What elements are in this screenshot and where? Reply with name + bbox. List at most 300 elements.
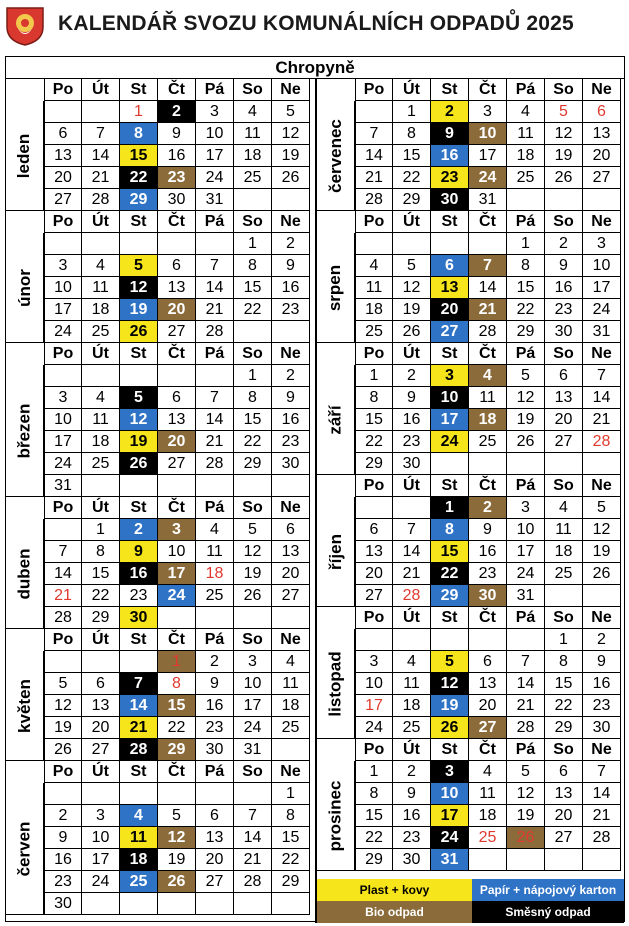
day-cell: 8 — [158, 673, 196, 695]
month-name-label: prosinec — [325, 780, 345, 851]
day-cell: 28 — [120, 739, 158, 761]
day-cell: 22 — [355, 431, 393, 453]
day-cell: 26 — [507, 431, 545, 453]
day-cell: 26 — [583, 563, 621, 585]
day-cell: 21 — [120, 717, 158, 739]
day-cell: 21 — [583, 409, 621, 431]
day-cell: 18 — [82, 431, 120, 453]
day-cell: 8 — [120, 123, 158, 145]
day-cell: 10 — [196, 123, 234, 145]
day-cell: 31 — [469, 189, 507, 211]
empty-day-cell — [469, 453, 507, 475]
day-cell: 3 — [469, 101, 507, 123]
empty-day-cell — [355, 101, 393, 123]
day-cell: 19 — [545, 145, 583, 167]
day-cell: 13 — [272, 541, 310, 563]
day-cell: 25 — [545, 563, 583, 585]
empty-day-cell — [507, 629, 545, 651]
day-cell: 2 — [431, 101, 469, 123]
day-cell: 5 — [393, 255, 431, 277]
day-cell: 5 — [507, 761, 545, 783]
empty-day-cell — [82, 233, 120, 255]
weekday-header: Ne — [272, 343, 310, 365]
empty-day-cell — [234, 893, 272, 915]
day-cell: 5 — [583, 497, 621, 519]
day-cell: 25 — [82, 321, 120, 343]
empty-day-cell — [82, 101, 120, 123]
day-cell: 2 — [120, 519, 158, 541]
month-name-label: srpen — [325, 264, 345, 311]
day-cell: 3 — [44, 255, 82, 277]
day-cell: 28 — [82, 189, 120, 211]
day-cell: 5 — [272, 101, 310, 123]
day-cell: 16 — [272, 277, 310, 299]
day-cell: 23 — [44, 871, 82, 893]
day-cell: 28 — [44, 607, 82, 629]
weekday-header: So — [545, 343, 583, 365]
day-cell: 5 — [234, 519, 272, 541]
day-cell: 16 — [545, 277, 583, 299]
empty-day-cell — [355, 233, 393, 255]
empty-day-cell — [82, 893, 120, 915]
empty-day-cell — [393, 233, 431, 255]
empty-day-cell — [196, 475, 234, 497]
day-cell: 25 — [82, 453, 120, 475]
day-cell: 17 — [158, 563, 196, 585]
day-cell: 29 — [507, 321, 545, 343]
weekday-header: St — [120, 211, 158, 233]
month-name — [6, 651, 44, 761]
empty-day-cell — [507, 849, 545, 871]
weekday-header: Út — [393, 79, 431, 101]
legend-plast — [317, 879, 472, 901]
weekday-header: So — [234, 79, 272, 101]
day-cell: 13 — [196, 827, 234, 849]
weekday-header: Út — [393, 475, 431, 497]
weekday-header: Út — [82, 761, 120, 783]
day-cell: 17 — [44, 431, 82, 453]
day-cell: 22 — [234, 299, 272, 321]
day-cell: 11 — [393, 673, 431, 695]
weekday-header: Po — [355, 739, 393, 761]
empty-day-cell — [158, 893, 196, 915]
weekday-header: St — [120, 629, 158, 651]
day-cell: 13 — [431, 277, 469, 299]
day-cell: 15 — [355, 409, 393, 431]
day-cell: 4 — [82, 387, 120, 409]
empty-day-cell — [545, 189, 583, 211]
day-cell: 30 — [44, 893, 82, 915]
day-cell: 25 — [120, 871, 158, 893]
month-name-label: březen — [14, 403, 34, 458]
month-name — [6, 233, 44, 343]
day-cell: 27 — [158, 321, 196, 343]
empty-day-cell — [234, 783, 272, 805]
empty-day-cell — [44, 651, 82, 673]
day-cell: 14 — [507, 673, 545, 695]
empty-day-cell — [120, 365, 158, 387]
day-cell: 14 — [355, 145, 393, 167]
day-cell: 25 — [355, 321, 393, 343]
day-cell: 31 — [431, 849, 469, 871]
day-cell: 15 — [272, 827, 310, 849]
day-cell: 17 — [234, 695, 272, 717]
day-cell: 6 — [431, 255, 469, 277]
empty-day-cell — [120, 651, 158, 673]
day-cell: 26 — [158, 871, 196, 893]
day-cell: 23 — [120, 585, 158, 607]
month-name — [317, 233, 355, 343]
day-cell: 12 — [507, 387, 545, 409]
empty-day-cell — [196, 893, 234, 915]
month-name — [6, 519, 44, 629]
empty-day-cell — [431, 233, 469, 255]
day-cell: 8 — [507, 255, 545, 277]
empty-day-cell — [44, 365, 82, 387]
day-cell: 2 — [545, 233, 583, 255]
weekday-header: St — [431, 607, 469, 629]
weekday-header: Po — [44, 497, 82, 519]
page-header — [0, 0, 629, 52]
empty-day-cell — [355, 629, 393, 651]
day-cell: 27 — [469, 717, 507, 739]
day-cell: 19 — [120, 431, 158, 453]
weekday-header: Ne — [272, 497, 310, 519]
day-cell: 2 — [272, 365, 310, 387]
weekday-header: Čt — [158, 629, 196, 651]
day-cell: 9 — [120, 541, 158, 563]
empty-day-cell — [355, 497, 393, 519]
day-cell: 18 — [507, 145, 545, 167]
weekday-header: Čt — [158, 211, 196, 233]
day-cell: 28 — [507, 717, 545, 739]
day-cell: 27 — [545, 431, 583, 453]
day-cell: 24 — [82, 871, 120, 893]
day-cell: 14 — [393, 541, 431, 563]
month-name — [317, 761, 355, 871]
day-cell: 26 — [431, 717, 469, 739]
weekday-header: Út — [393, 607, 431, 629]
day-cell: 20 — [272, 563, 310, 585]
day-cell: 25 — [469, 431, 507, 453]
day-cell: 22 — [393, 167, 431, 189]
day-cell: 27 — [44, 189, 82, 211]
empty-day-cell — [158, 233, 196, 255]
month-name-label: červen — [14, 821, 34, 876]
day-cell: 21 — [469, 299, 507, 321]
day-cell: 27 — [82, 739, 120, 761]
day-cell: 22 — [545, 695, 583, 717]
empty-day-cell — [583, 453, 621, 475]
day-cell: 6 — [272, 519, 310, 541]
day-cell: 28 — [196, 321, 234, 343]
empty-day-cell — [158, 365, 196, 387]
day-cell: 12 — [431, 673, 469, 695]
day-cell: 16 — [393, 409, 431, 431]
day-cell: 8 — [355, 387, 393, 409]
weekday-header: Po — [44, 343, 82, 365]
day-cell: 13 — [158, 409, 196, 431]
day-cell: 23 — [158, 167, 196, 189]
day-cell: 19 — [44, 717, 82, 739]
weekday-header: Po — [44, 629, 82, 651]
day-cell: 2 — [196, 651, 234, 673]
month-name-label: únor — [14, 268, 34, 307]
day-cell: 11 — [196, 541, 234, 563]
day-cell: 12 — [507, 783, 545, 805]
day-cell: 10 — [82, 827, 120, 849]
day-cell: 24 — [507, 563, 545, 585]
day-cell: 30 — [583, 717, 621, 739]
empty-day-cell — [234, 607, 272, 629]
day-cell: 17 — [44, 299, 82, 321]
day-cell: 4 — [196, 519, 234, 541]
day-cell: 26 — [120, 321, 158, 343]
day-cell: 17 — [583, 277, 621, 299]
day-cell: 16 — [469, 541, 507, 563]
day-cell: 14 — [196, 409, 234, 431]
day-cell: 11 — [469, 387, 507, 409]
day-cell: 13 — [469, 673, 507, 695]
day-cell: 16 — [393, 805, 431, 827]
day-cell: 17 — [82, 849, 120, 871]
town-name: Chropyně — [6, 57, 624, 79]
day-cell: 22 — [158, 717, 196, 739]
day-cell: 18 — [234, 145, 272, 167]
empty-day-cell — [272, 607, 310, 629]
day-cell: 12 — [234, 541, 272, 563]
day-cell: 15 — [234, 409, 272, 431]
day-cell: 5 — [431, 651, 469, 673]
day-cell: 19 — [158, 849, 196, 871]
day-cell: 23 — [545, 299, 583, 321]
day-cell: 21 — [355, 167, 393, 189]
day-cell: 8 — [82, 541, 120, 563]
day-cell: 25 — [196, 585, 234, 607]
day-cell: 19 — [507, 805, 545, 827]
day-cell: 14 — [196, 277, 234, 299]
day-cell: 6 — [44, 123, 82, 145]
day-cell: 31 — [234, 739, 272, 761]
day-cell: 24 — [44, 321, 82, 343]
day-cell: 26 — [545, 167, 583, 189]
day-cell: 18 — [120, 849, 158, 871]
day-cell: 16 — [158, 145, 196, 167]
day-cell: 7 — [44, 541, 82, 563]
day-cell: 1 — [355, 761, 393, 783]
day-cell: 29 — [545, 717, 583, 739]
day-cell: 10 — [158, 541, 196, 563]
weekday-header: St — [120, 343, 158, 365]
day-cell: 5 — [120, 255, 158, 277]
day-cell: 22 — [431, 563, 469, 585]
day-cell: 15 — [158, 695, 196, 717]
day-cell: 10 — [469, 123, 507, 145]
weekday-header: Po — [44, 211, 82, 233]
day-cell: 11 — [120, 827, 158, 849]
day-cell: 4 — [469, 365, 507, 387]
weekday-header: Ne — [272, 211, 310, 233]
day-cell: 27 — [196, 871, 234, 893]
empty-day-cell — [431, 629, 469, 651]
empty-day-cell — [82, 783, 120, 805]
day-cell: 17 — [507, 541, 545, 563]
day-cell: 20 — [431, 299, 469, 321]
weekday-header: Ne — [272, 761, 310, 783]
day-cell: 29 — [393, 189, 431, 211]
empty-day-cell — [469, 849, 507, 871]
day-cell: 20 — [469, 695, 507, 717]
legend-bio — [317, 901, 472, 923]
empty-day-cell — [82, 651, 120, 673]
empty-day-cell — [120, 475, 158, 497]
day-cell: 18 — [196, 563, 234, 585]
day-cell: 3 — [44, 387, 82, 409]
day-cell: 17 — [355, 695, 393, 717]
day-cell: 20 — [583, 145, 621, 167]
day-cell: 22 — [120, 167, 158, 189]
legend-smesny-label: Směsný odpad — [505, 905, 591, 919]
day-cell: 1 — [272, 783, 310, 805]
day-cell: 8 — [545, 651, 583, 673]
day-cell: 20 — [82, 717, 120, 739]
day-cell: 30 — [272, 453, 310, 475]
weekday-header: Pá — [507, 739, 545, 761]
weekday-header: Po — [44, 79, 82, 101]
day-cell: 1 — [82, 519, 120, 541]
day-cell: 12 — [583, 519, 621, 541]
day-cell: 17 — [431, 409, 469, 431]
day-cell: 6 — [355, 519, 393, 541]
day-cell: 6 — [82, 673, 120, 695]
day-cell: 21 — [196, 299, 234, 321]
day-cell: 20 — [44, 167, 82, 189]
day-cell: 7 — [583, 761, 621, 783]
empty-day-cell — [545, 453, 583, 475]
day-cell: 7 — [355, 123, 393, 145]
day-cell: 29 — [82, 607, 120, 629]
weekday-header: St — [120, 497, 158, 519]
day-cell: 28 — [393, 585, 431, 607]
day-cell: 2 — [469, 497, 507, 519]
page-title: KALENDÁŘ SVOZU KOMUNÁLNÍCH ODPADŮ 2025 — [58, 12, 574, 35]
weekday-header: St — [431, 343, 469, 365]
day-cell: 1 — [431, 497, 469, 519]
empty-day-cell — [196, 607, 234, 629]
day-cell: 10 — [44, 409, 82, 431]
weekday-header: Ne — [272, 629, 310, 651]
empty-day-cell — [158, 475, 196, 497]
day-cell: 12 — [158, 827, 196, 849]
day-cell: 31 — [196, 189, 234, 211]
day-cell: 25 — [507, 167, 545, 189]
empty-day-cell — [469, 233, 507, 255]
day-cell: 12 — [545, 123, 583, 145]
day-cell: 11 — [469, 783, 507, 805]
day-cell: 17 — [196, 145, 234, 167]
day-cell: 10 — [44, 277, 82, 299]
day-cell: 8 — [272, 805, 310, 827]
day-cell: 23 — [196, 717, 234, 739]
empty-day-cell — [393, 629, 431, 651]
month-name — [317, 101, 355, 211]
empty-day-cell — [234, 321, 272, 343]
day-cell: 1 — [120, 101, 158, 123]
legend-plast-label: Plast + kovy — [359, 883, 430, 897]
day-cell: 14 — [44, 563, 82, 585]
day-cell: 19 — [507, 409, 545, 431]
day-cell: 30 — [120, 607, 158, 629]
day-cell: 30 — [393, 849, 431, 871]
weekday-header: So — [545, 739, 583, 761]
day-cell: 3 — [507, 497, 545, 519]
day-cell: 30 — [431, 189, 469, 211]
day-cell: 13 — [158, 277, 196, 299]
empty-day-cell — [272, 739, 310, 761]
day-cell: 11 — [507, 123, 545, 145]
day-cell: 14 — [583, 783, 621, 805]
day-cell: 10 — [355, 673, 393, 695]
day-cell: 29 — [355, 849, 393, 871]
empty-day-cell — [82, 365, 120, 387]
day-cell: 24 — [234, 717, 272, 739]
empty-day-cell — [82, 475, 120, 497]
day-cell: 18 — [355, 299, 393, 321]
empty-day-cell — [272, 189, 310, 211]
day-cell: 3 — [234, 651, 272, 673]
day-cell: 14 — [120, 695, 158, 717]
legend-papir — [472, 879, 624, 901]
day-cell: 14 — [469, 277, 507, 299]
day-cell: 5 — [44, 673, 82, 695]
month-name-label: leden — [14, 133, 34, 178]
day-cell: 2 — [44, 805, 82, 827]
weekday-header: St — [431, 475, 469, 497]
day-cell: 23 — [469, 563, 507, 585]
empty-day-cell — [272, 475, 310, 497]
month-name-label: říjen — [325, 533, 345, 570]
weekday-header: Čt — [158, 497, 196, 519]
day-cell: 28 — [355, 189, 393, 211]
day-cell: 12 — [44, 695, 82, 717]
weekday-header: Ne — [583, 211, 621, 233]
day-cell: 12 — [272, 123, 310, 145]
day-cell: 9 — [44, 827, 82, 849]
weekday-header: Pá — [196, 497, 234, 519]
day-cell: 27 — [545, 827, 583, 849]
weekday-header: Pá — [507, 475, 545, 497]
empty-day-cell — [44, 101, 82, 123]
day-cell: 24 — [431, 431, 469, 453]
day-cell: 15 — [507, 277, 545, 299]
day-cell: 22 — [234, 431, 272, 453]
day-cell: 7 — [583, 365, 621, 387]
day-cell: 10 — [507, 519, 545, 541]
day-cell: 10 — [431, 783, 469, 805]
day-cell: 12 — [120, 277, 158, 299]
weekday-header: Čt — [158, 343, 196, 365]
empty-day-cell — [120, 783, 158, 805]
calendar-sheet — [5, 56, 625, 922]
day-cell: 20 — [545, 805, 583, 827]
day-cell: 21 — [196, 431, 234, 453]
day-cell: 28 — [196, 453, 234, 475]
day-cell: 1 — [545, 629, 583, 651]
day-cell: 9 — [469, 519, 507, 541]
weekday-header: Ne — [583, 343, 621, 365]
weekday-header: Po — [355, 475, 393, 497]
day-cell: 10 — [234, 673, 272, 695]
